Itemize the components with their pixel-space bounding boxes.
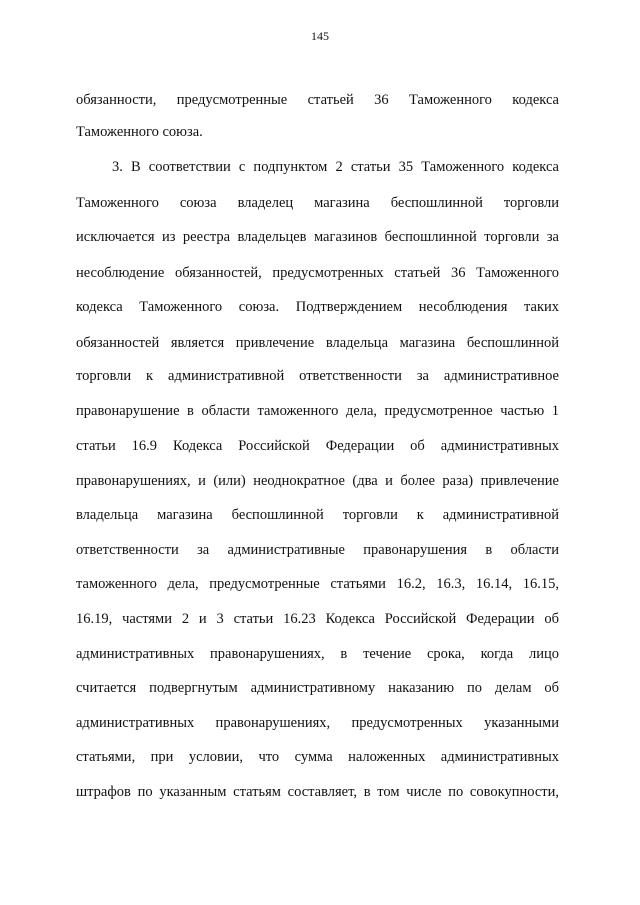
text-line: торговли к административной ответственности за административное [76,368,559,384]
text-line: считается подвергнутым административному наказанию по делам об [76,680,559,696]
text-line: Таможенного союза владелец магазина беспошлинной торговли [76,195,559,211]
text-line: Таможенного союза. [76,124,203,140]
text-line: статьи 16.9 Кодекса Российской Федерации об административных [76,438,559,454]
text-line: владельца магазина беспошлинной торговли к административной [76,507,559,523]
text-line: административных правонарушениях, в течение срока, когда лицо [76,646,559,662]
text-line: правонарушениях, и (или) неоднократное (два и более раза) привлечение [76,473,559,489]
page-number: 145 [311,29,329,43]
text-line: таможенного дела, предусмотренные статьями 16.2, 16.3, 16.14, 16.15, [76,576,559,592]
text-line: ответственности за административные правонарушения в области [76,542,559,558]
text-line: обязанности, предусмотренные статьей 36 Таможенного кодекса [76,92,559,108]
text-line: штрафов по указанным статьям составляет, в том числе по совокупности, [76,784,559,800]
text-line: правонарушение в области таможенного дела, предусмотренное частью 1 [76,403,559,419]
text-line: статьями, при условии, что сумма наложенных административных [76,749,559,765]
text-line: 16.19, частями 2 и 3 статьи 16.23 Кодекса Российской Федерации об [76,611,559,627]
text-line: кодекса Таможенного союза. Подтверждением несоблюдения таких [76,299,559,315]
text-line: административных правонарушениях, предусмотренных указанными [76,715,559,731]
text-line: обязанностей является привлечение владельца магазина беспошлинной [76,335,559,351]
text-line: исключается из реестра владельцев магазинов беспошлинной торговли за [76,229,559,245]
text-line: несоблюдение обязанностей, предусмотренных статьей 36 Таможенного [76,265,559,281]
text-line: 3. В соответствии с подпунктом 2 статьи 35 Таможенного кодекса [112,159,559,175]
